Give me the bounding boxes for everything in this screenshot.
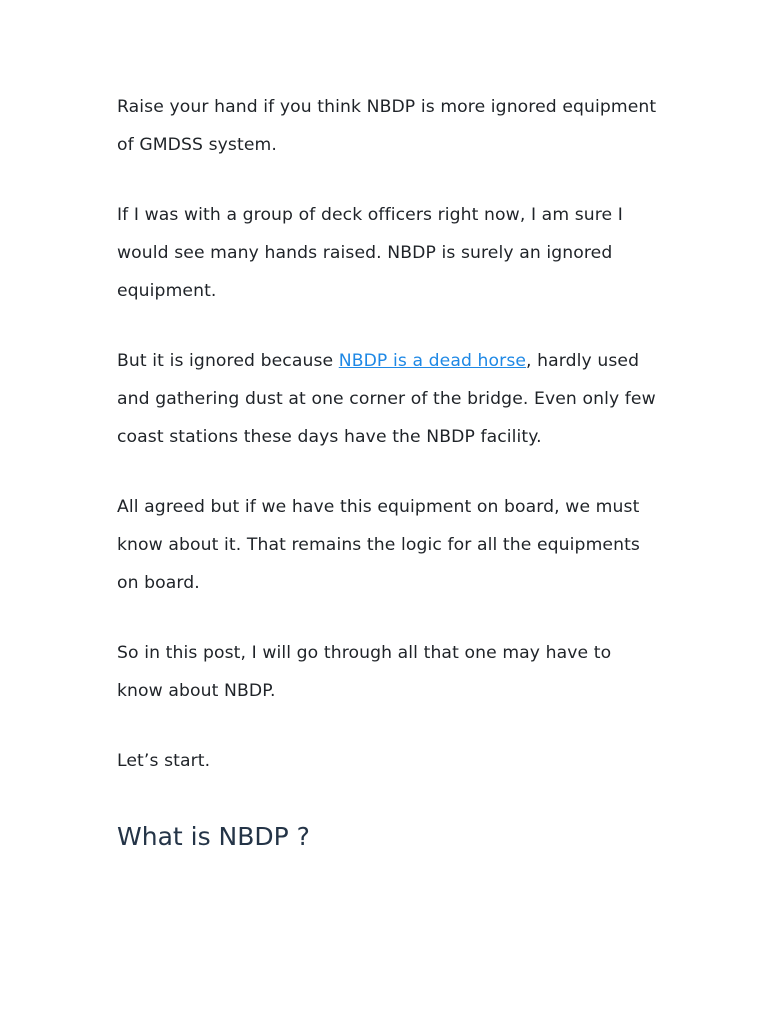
paragraph-deck-officers: If I was with a group of deck officers right now, I am sure I would see many hands raised. NBDP is surely an ignored equipment. xyxy=(117,205,623,301)
paragraph-ignored-before: But it is ignored because xyxy=(117,351,339,371)
section-heading-what-is-nbdp: What is NBDP ? xyxy=(117,822,310,851)
paragraph-agreed: All agreed but if we have this equipment on board, we must know about it. That remains the logic for all the equipments on board. xyxy=(117,497,640,593)
paragraph-ignored xyxy=(117,342,657,456)
paragraph-ignored-after: , hardly used and gathering dust at one corner of the bridge. Even only few coast stations these days have the NBDP facility. xyxy=(117,351,656,447)
paragraph-post-intro: So in this post, I will go through all that one may have to know about NBDP. xyxy=(117,643,612,701)
article-body xyxy=(117,88,657,854)
paragraph-lets-start: Let’s start. xyxy=(117,751,211,771)
dead-horse-link[interactable]: NBDP is a dead horse xyxy=(338,351,527,371)
paragraph-intro: Raise your hand if you think NBDP is more ignored equipment of GMDSS system. xyxy=(117,97,657,155)
